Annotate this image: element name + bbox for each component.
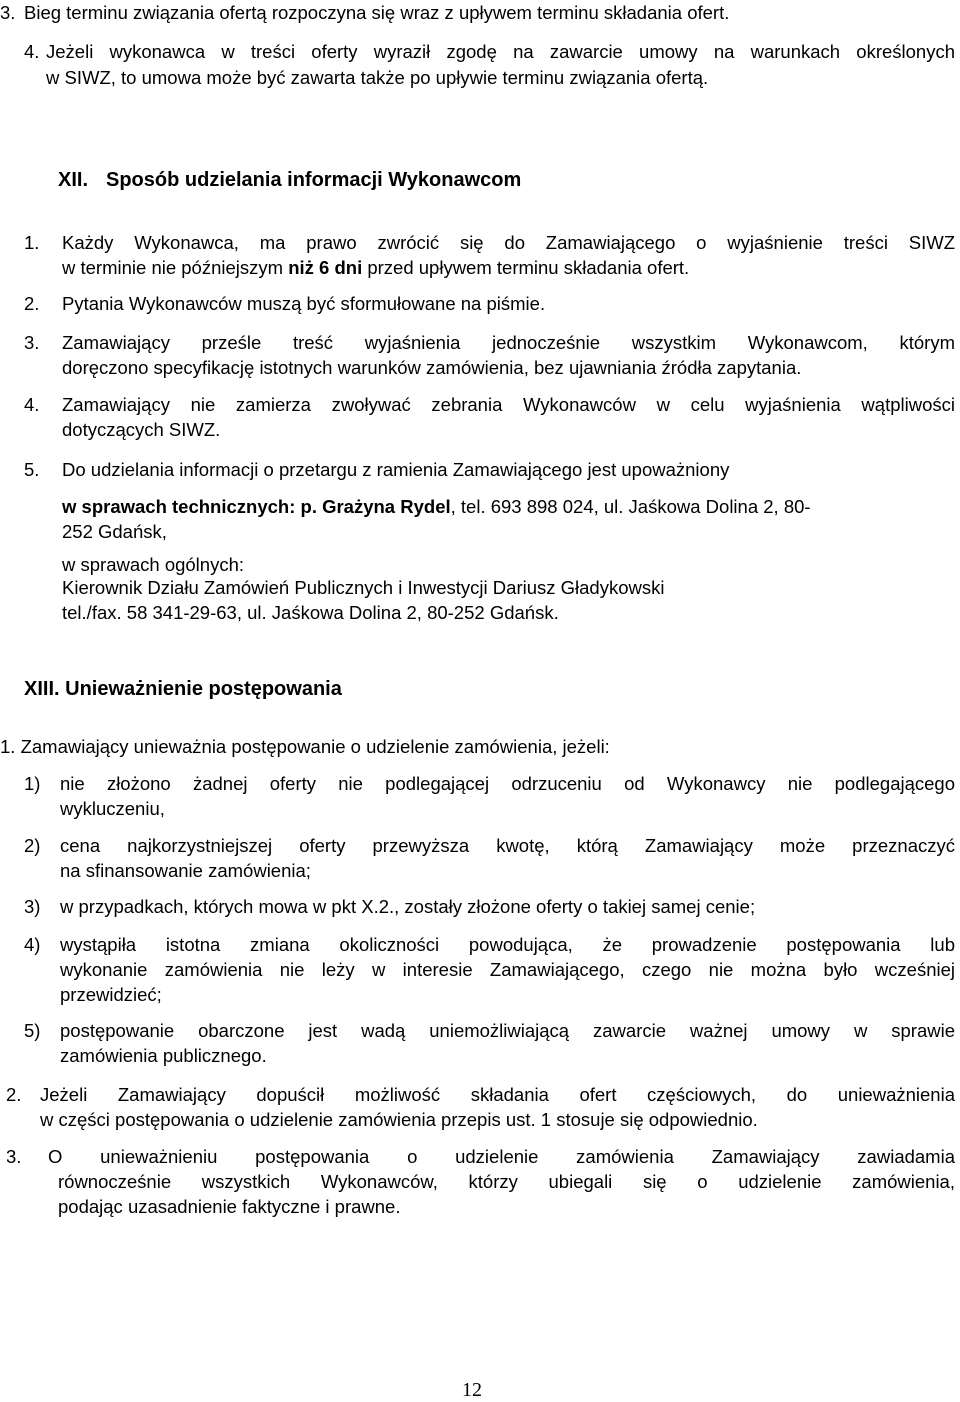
paragraph-line: wystąpiła istotna zmiana okoliczności powodująca, że prowadzenie postępowania lub <box>60 934 955 955</box>
paragraph-line: w części postępowania o udzielenie zamówienia przepis ust. 1 stosuje się odpowiednio. <box>40 1109 758 1130</box>
paragraph-line: doręczono specyfikację istotnych warunków zamówienia, bez ujawniania źródła zapytania. <box>62 357 802 378</box>
item-number: 2. <box>6 1084 22 1105</box>
item-number: 1. <box>24 232 40 253</box>
paragraph-line: Pytania Wykonawców muszą być sformułowane na piśmie. <box>62 293 546 314</box>
paragraph-line: Jeżeli wykonawca w treści oferty wyraził zgodę na zawarcie umowy na warunkach określonych <box>46 41 955 62</box>
page-number: 12 <box>462 1379 482 1401</box>
technical-contact-name: w sprawach technicznych: p. Grażyna Rydel <box>62 496 451 517</box>
paragraph-line: 252 Gdańsk, <box>62 521 167 542</box>
subitem-number: 3) <box>24 896 41 917</box>
paragraph-line: podając uzasadnienie faktyczne i prawne. <box>58 1196 401 1217</box>
paragraph-line: Do udzielania informacji o przetargu z ramienia Zamawiającego jest upoważniony <box>62 459 730 480</box>
section-number: XII. <box>58 169 89 191</box>
item-number: 4. <box>24 394 40 415</box>
text-run: przed upływem terminu składania ofert. <box>362 257 690 278</box>
subitem-number: 5) <box>24 1020 41 1041</box>
paragraph-line: przewidzieć; <box>60 984 162 1005</box>
text-run: w terminie nie późniejszym <box>62 257 289 278</box>
paragraph-line: nie złożono żadnej oferty nie podlegającej odrzuceniu od Wykonawcy nie podlegającego <box>60 773 955 794</box>
paragraph-line <box>62 256 689 280</box>
paragraph-line: zamówienia publicznego. <box>60 1045 267 1066</box>
section-title: Sposób udzielania informacji Wykonawcom <box>106 169 522 191</box>
paragraph-line: wykluczeniu, <box>60 798 165 819</box>
item-number: 3. <box>24 332 40 353</box>
general-contact-line: Kierownik Działu Zamówień Publicznych i Inwestycji Dariusz Gładykowski <box>62 577 665 598</box>
paragraph-line: wykonanie zamówienia nie leży w interesie Zamawiającego, czego nie można było wcześniej <box>60 959 955 980</box>
section-title: XIII. Unieważnienie postępowania <box>24 678 342 700</box>
general-contact-label: w sprawach ogólnych: <box>62 554 245 575</box>
paragraph-line: Każdy Wykonawca, ma prawo zwrócić się do Zamawiającego o wyjaśnienie treści SIWZ <box>62 232 955 253</box>
subitem-number: 2) <box>24 835 41 856</box>
subitem-number: 1) <box>24 773 41 794</box>
paragraph-line: 1. Zamawiający unieważnia postępowanie o udzielenie zamówienia, jeżeli: <box>0 736 610 757</box>
item-number: 4. <box>24 41 40 62</box>
deadline-bold: niż 6 dni <box>288 257 363 278</box>
item-number: 3. <box>0 2 16 23</box>
paragraph-line: Jeżeli Zamawiający dopuścił możliwość składania ofert częściowych, do unieważnienia <box>40 1084 955 1105</box>
technical-contact-details: , tel. 693 898 024, ul. Jaśkowa Dolina 2, 80- <box>450 496 811 517</box>
item-number: 3. <box>6 1146 22 1167</box>
paragraph-line: Zamawiający prześle treść wyjaśnienia jednocześnie wszystkim Wykonawcom, którym <box>62 332 955 353</box>
paragraph-line: na sfinansowanie zamówienia; <box>60 860 311 881</box>
paragraph-line: w SIWZ, to umowa może być zawarta także po upływie terminu związania ofertą. <box>46 67 709 88</box>
paragraph-line: w przypadkach, których mowa w pkt X.2., zostały złożone oferty o takiej samej cenie; <box>60 896 756 917</box>
general-contact-line: tel./fax. 58 341-29-63, ul. Jaśkowa Dolina 2, 80-252 Gdańsk. <box>62 602 559 623</box>
paragraph-line: O unieważnieniu postępowania o udzielenie zamówienia Zamawiający zawiadamia <box>48 1146 955 1167</box>
paragraph-line: postępowanie obarczone jest wadą uniemożliwiającą zawarcie ważnej umowy w sprawie <box>60 1020 955 1041</box>
paragraph-line: Zamawiający nie zamierza zwoływać zebrania Wykonawców w celu wyjaśnienia wątpliwości <box>62 394 955 415</box>
paragraph-line: cena najkorzystniejszej oferty przewyższa kwotę, którą Zamawiający może przeznaczyć <box>60 835 955 856</box>
item-number: 2. <box>24 293 40 314</box>
subitem-number: 4) <box>24 934 41 955</box>
item-number: 5. <box>24 459 40 480</box>
paragraph-line: dotyczących SIWZ. <box>62 419 221 440</box>
paragraph-line: równocześnie wszystkich Wykonawców, którzy ubiegali się o udzielenie zamówienia, <box>58 1171 955 1192</box>
technical-contact-line <box>62 495 811 519</box>
paragraph-line: Bieg terminu związania ofertą rozpoczyna się wraz z upływem terminu składania ofert. <box>24 2 730 23</box>
